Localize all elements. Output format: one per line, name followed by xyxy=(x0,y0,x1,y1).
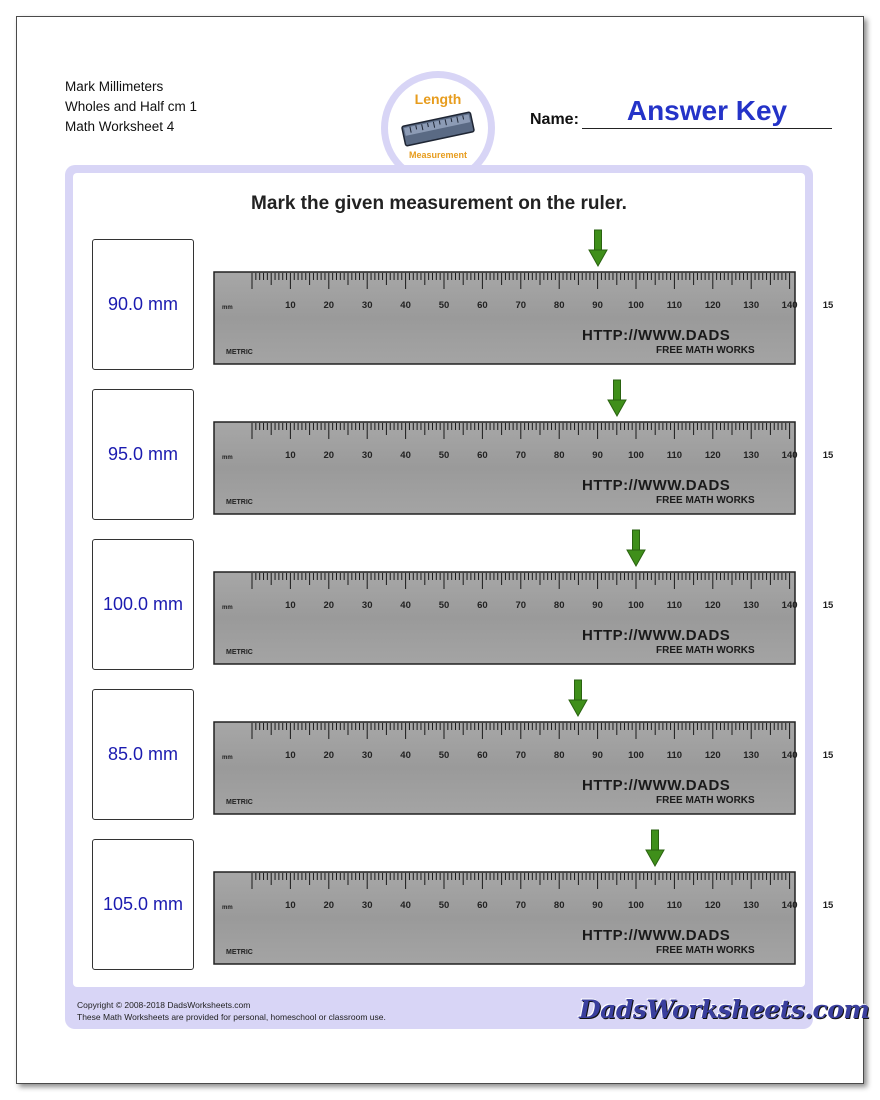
ruler-tick-label: 100 xyxy=(628,750,644,761)
ruler-tick-label: 140 xyxy=(781,750,798,761)
problem-area xyxy=(73,173,834,987)
ruler-tick-label: 80 xyxy=(553,750,565,761)
ruler-tick-label: 40 xyxy=(400,600,411,611)
ruler-tick-label: 90 xyxy=(592,900,603,911)
measurement-value: 95.0 mm xyxy=(107,444,179,464)
ruler-unit-label: mm xyxy=(222,755,233,761)
name-underline xyxy=(582,128,832,129)
ruler-tick-label: 30 xyxy=(361,600,373,611)
ruler-tick-label: 130 xyxy=(743,600,760,611)
ruler-tick-label: 10 xyxy=(285,750,296,761)
ruler-tick-label: 100 xyxy=(628,900,644,911)
measurement-value: 85.0 mm xyxy=(107,744,179,764)
name-label: Name: xyxy=(530,111,579,128)
ruler-tick-label: 50 xyxy=(438,900,450,911)
ruler-tick-label: 40 xyxy=(400,750,411,761)
ruler-tick-label: 80 xyxy=(553,450,565,461)
ruler-tick-label: 90 xyxy=(592,750,603,761)
answer-box xyxy=(92,389,194,520)
ruler-tick-label: 140 xyxy=(781,300,798,311)
ruler-tick-label: 70 xyxy=(515,450,527,461)
ruler-tick-label: 100 xyxy=(628,600,644,611)
worksheet-title-block xyxy=(65,77,197,137)
ruler-url-text: HTTP://WWW.DADS xyxy=(582,327,731,344)
ruler-tick-label: 90 xyxy=(592,600,603,611)
ruler-tick-label: 60 xyxy=(477,450,488,461)
answer-arrow-icon xyxy=(568,680,588,718)
ruler-tagline: FREE MATH WORKS xyxy=(656,945,755,956)
problem-frame xyxy=(65,165,870,1029)
measurement-value: 90.0 mm xyxy=(107,294,179,314)
ruler-tick-label: 130 xyxy=(743,750,760,761)
ruler-tick-label: 10 xyxy=(285,600,296,611)
ruler-tick-label: 20 xyxy=(323,450,335,461)
ruler-tick-label: 15 xyxy=(822,750,834,761)
ruler-tick-label: 120 xyxy=(704,750,721,761)
ruler-tick-label: 15 xyxy=(822,300,834,311)
ruler-icon xyxy=(397,109,479,149)
ruler-tick-label: 70 xyxy=(515,600,527,611)
ruler-tick-label: 120 xyxy=(704,600,721,611)
copyright-text: Copyright © 2008-2018 DadsWorksheets.com xyxy=(77,1000,251,1010)
answer-arrow-icon xyxy=(607,380,627,418)
badge-title: Length xyxy=(414,91,462,107)
ruler-tick-label: 100 xyxy=(628,450,644,461)
footer-copyright xyxy=(77,999,386,1023)
ruler-tick-label: 30 xyxy=(361,900,373,911)
ruler-tagline: FREE MATH WORKS xyxy=(656,345,755,356)
ruler-tick-label: 20 xyxy=(323,900,335,911)
ruler-tick-label: 15 xyxy=(822,450,834,461)
ruler-tick-label: 30 xyxy=(361,300,373,311)
ruler-metric-label: METRIC xyxy=(226,799,253,806)
worksheet-title: Mark Millimeters xyxy=(65,79,164,94)
ruler-tick-label: 80 xyxy=(553,900,565,911)
ruler-url-text: HTTP://WWW.DADS xyxy=(582,627,731,644)
metric-ruler xyxy=(214,722,834,814)
ruler-tick-label: 80 xyxy=(553,300,565,311)
dadsworksheets-logo: DadsWorksheets.com xyxy=(579,995,870,1024)
ruler-metric-label: METRIC xyxy=(226,649,253,656)
ruler-tick-label: 30 xyxy=(361,450,373,461)
ruler-unit-label: mm xyxy=(222,305,233,311)
answer-box xyxy=(92,689,194,820)
ruler-tick-label: 60 xyxy=(477,600,488,611)
ruler-tick-label: 70 xyxy=(515,300,527,311)
metric-ruler xyxy=(214,872,834,964)
worksheet-page xyxy=(16,16,870,1084)
ruler-url-text: HTTP://WWW.DADS xyxy=(582,927,731,944)
answer-arrow-icon xyxy=(645,830,665,868)
name-field xyxy=(530,95,832,129)
metric-ruler xyxy=(214,422,834,514)
ruler-tagline: FREE MATH WORKS xyxy=(656,495,755,506)
ruler-tick-label: 15 xyxy=(822,900,834,911)
ruler-tick-label: 140 xyxy=(781,600,798,611)
ruler-tick-label: 50 xyxy=(438,600,450,611)
ruler-tick-label: 140 xyxy=(781,900,798,911)
ruler-tick-label: 120 xyxy=(704,900,721,911)
ruler-tick-label: 50 xyxy=(438,750,450,761)
ruler-tick-label: 70 xyxy=(515,750,527,761)
ruler-tagline: FREE MATH WORKS xyxy=(656,645,755,656)
ruler-tick-label: 60 xyxy=(477,900,488,911)
ruler-url-text: HTTP://WWW.DADS xyxy=(582,777,731,794)
worksheet-subtitle: Wholes and Half cm 1 xyxy=(65,99,198,114)
ruler-unit-label: mm xyxy=(222,905,233,911)
ruler-url-text: HTTP://WWW.DADS xyxy=(582,477,731,494)
measurement-value: 100.0 mm xyxy=(102,594,184,614)
ruler-tick-label: 110 xyxy=(666,600,683,611)
ruler-tick-label: 60 xyxy=(477,300,488,311)
ruler-tick-label: 60 xyxy=(477,750,488,761)
ruler-tick-label: 10 xyxy=(285,300,296,311)
answer-box xyxy=(92,839,194,970)
ruler-tick-label: 90 xyxy=(592,450,603,461)
ruler-tick-label: 10 xyxy=(285,450,296,461)
ruler-tick-label: 20 xyxy=(323,300,335,311)
badge-subtitle: Measurement xyxy=(408,150,468,160)
ruler-tick-label: 70 xyxy=(515,900,527,911)
ruler-tick-label: 140 xyxy=(781,450,798,461)
metric-ruler xyxy=(214,272,834,364)
ruler-tick-label: 40 xyxy=(400,300,411,311)
ruler-metric-label: METRIC xyxy=(226,949,253,956)
metric-ruler xyxy=(214,572,834,664)
ruler-tick-label: 40 xyxy=(400,900,411,911)
ruler-tick-label: 120 xyxy=(704,300,721,311)
ruler-unit-label: mm xyxy=(222,455,233,461)
ruler-tick-label: 30 xyxy=(361,750,373,761)
instructions: Mark the given measurement on the ruler. xyxy=(251,193,627,214)
ruler-tick-label: 20 xyxy=(323,600,335,611)
ruler-unit-label: mm xyxy=(222,605,233,611)
ruler-tick-label: 110 xyxy=(666,750,683,761)
ruler-metric-label: METRIC xyxy=(226,349,253,356)
ruler-tick-label: 120 xyxy=(704,450,721,461)
ruler-tick-label: 130 xyxy=(743,900,760,911)
measurement-value: 105.0 mm xyxy=(102,894,184,914)
ruler-tick-label: 50 xyxy=(438,300,450,311)
answer-key-label: Answer Key xyxy=(626,95,788,126)
ruler-tick-label: 110 xyxy=(666,900,683,911)
answer-arrow-icon xyxy=(588,230,608,268)
ruler-metric-label: METRIC xyxy=(226,499,253,506)
ruler-tick-label: 15 xyxy=(822,600,834,611)
ruler-tick-label: 130 xyxy=(743,450,760,461)
ruler-tick-label: 40 xyxy=(400,450,411,461)
usage-notice: These Math Worksheets are provided for personal, homeschool or classroom use. xyxy=(77,1012,386,1022)
ruler-tick-label: 80 xyxy=(553,600,565,611)
answer-arrow-icon xyxy=(626,530,646,568)
ruler-tick-label: 20 xyxy=(323,750,335,761)
ruler-tick-label: 110 xyxy=(666,300,683,311)
worksheet-number: Math Worksheet 4 xyxy=(65,119,175,134)
ruler-tick-label: 10 xyxy=(285,900,296,911)
answer-box xyxy=(92,239,194,370)
answer-box xyxy=(92,539,194,670)
ruler-tick-label: 110 xyxy=(666,450,683,461)
ruler-tick-label: 50 xyxy=(438,450,450,461)
ruler-tick-label: 100 xyxy=(628,300,644,311)
ruler-tick-label: 130 xyxy=(743,300,760,311)
ruler-tagline: FREE MATH WORKS xyxy=(656,795,755,806)
ruler-tick-label: 90 xyxy=(592,300,603,311)
